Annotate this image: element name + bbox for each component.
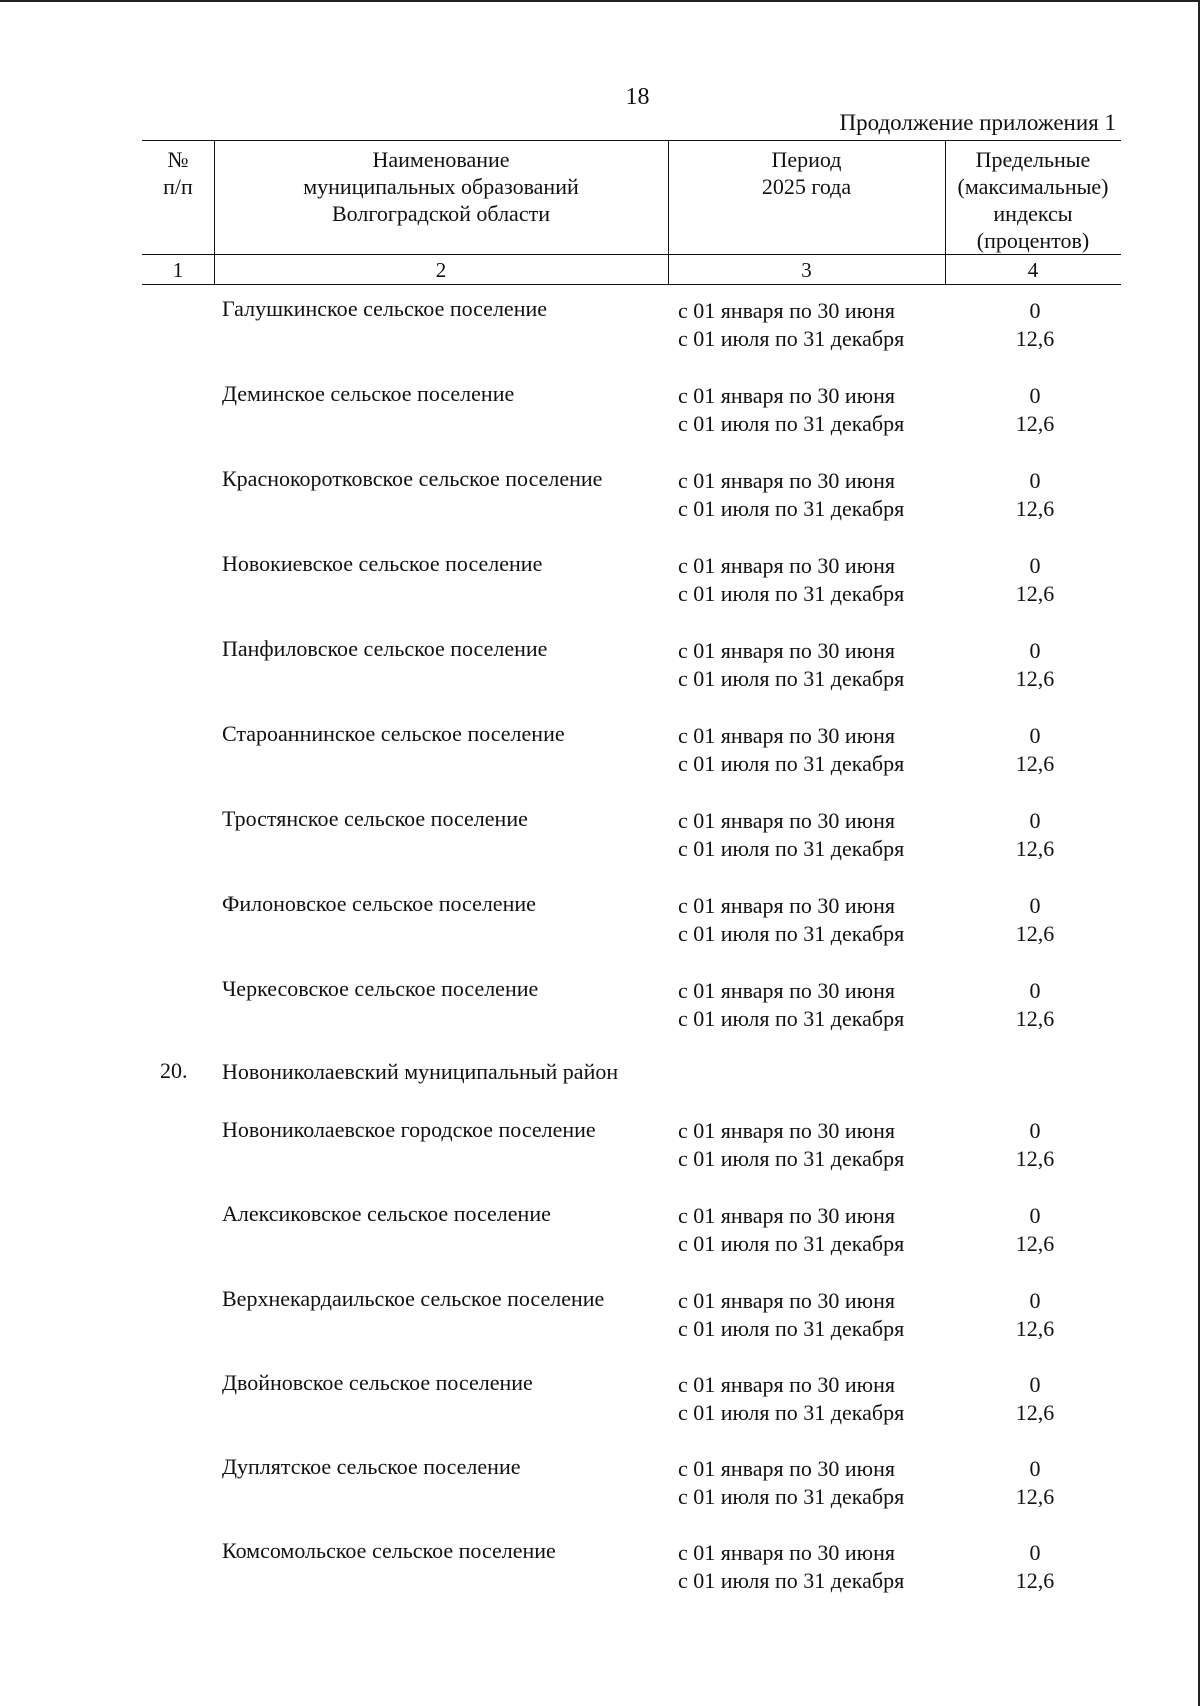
period-first-half: с 01 января по 30 июня <box>678 893 896 918</box>
index-second-half: 12,6 <box>1015 751 1055 776</box>
header-name-line-2: муниципальных образований <box>303 174 579 199</box>
period-second-half: с 01 июля по 31 декабря <box>678 1231 905 1256</box>
settlement-name: Новониколаевское городское поселение <box>222 1117 596 1142</box>
settlement-name: Алексиковское сельское поселение <box>222 1201 551 1226</box>
period-second-half: с 01 июля по 31 декабря <box>678 496 905 521</box>
index-first-half: 0 <box>1029 808 1041 833</box>
period-first-half: с 01 января по 30 июня <box>678 808 896 833</box>
period-second-half: с 01 июля по 31 декабря <box>678 411 905 436</box>
column-number-1: 1 <box>172 258 184 282</box>
index-cell <box>1000 892 1070 948</box>
header-name-line-3: Волгоградской области <box>332 201 550 226</box>
index-cell <box>1000 1202 1070 1258</box>
period-second-half: с 01 июля по 31 декабря <box>678 326 905 351</box>
header-index-line-2: (максимальные) <box>957 174 1109 199</box>
settlement-name: Дуплятское сельское поселение <box>222 1454 521 1479</box>
column-number-4: 4 <box>1027 258 1039 282</box>
period-second-half: с 01 июля по 31 декабря <box>678 921 905 946</box>
column-number-2: 2 <box>435 258 447 282</box>
header-name <box>214 146 668 227</box>
index-first-half: 0 <box>1029 893 1041 918</box>
index-second-half: 12,6 <box>1015 581 1055 606</box>
index-first-half: 0 <box>1029 723 1041 748</box>
index-second-half: 12,6 <box>1015 666 1055 691</box>
period-first-half: с 01 января по 30 июня <box>678 468 896 493</box>
period-second-half: с 01 июля по 31 декабря <box>678 1316 905 1341</box>
index-cell <box>1000 1117 1070 1173</box>
index-cell <box>1000 977 1070 1033</box>
period-cell <box>678 1287 904 1343</box>
period-cell <box>678 1117 904 1173</box>
period-first-half: с 01 января по 30 июня <box>678 1203 896 1228</box>
index-first-half: 0 <box>1029 1456 1041 1481</box>
period-first-half: с 01 января по 30 июня <box>678 1118 896 1143</box>
settlement-name: Галушкинское сельское поселение <box>222 296 548 321</box>
header-name-line-1: Наименование <box>372 147 510 172</box>
settlement-name: Деминское сельское поселение <box>222 381 515 406</box>
period-first-half: с 01 января по 30 июня <box>678 1540 896 1565</box>
header-num-line-1: № <box>167 147 189 172</box>
period-cell <box>678 1202 904 1258</box>
period-second-half: с 01 июля по 31 декабря <box>678 751 905 776</box>
header-index-line-4: (процентов) <box>976 228 1090 253</box>
header-index-line-3: индексы <box>993 201 1073 226</box>
settlement-name: Панфиловское сельское поселение <box>222 636 548 661</box>
index-first-half: 0 <box>1029 1118 1041 1143</box>
index-cell <box>1000 297 1070 353</box>
index-second-half: 12,6 <box>1015 1146 1055 1171</box>
period-second-half: с 01 июля по 31 декабря <box>678 1568 905 1593</box>
index-first-half: 0 <box>1029 298 1041 323</box>
index-cell <box>1000 1455 1070 1511</box>
settlement-name: Краснокоротковское сельское поселение <box>222 466 603 491</box>
period-first-half: с 01 января по 30 июня <box>678 978 896 1003</box>
period-second-half: с 01 июля по 31 декабря <box>678 836 905 861</box>
header-index <box>945 146 1121 254</box>
index-second-half: 12,6 <box>1015 1231 1055 1256</box>
period-second-half: с 01 июля по 31 декабря <box>678 581 905 606</box>
index-second-half: 12,6 <box>1015 326 1055 351</box>
period-second-half: с 01 июля по 31 декабря <box>678 666 905 691</box>
index-cell <box>1000 1287 1070 1343</box>
page-number: 18 <box>625 84 650 110</box>
header-top-rule <box>142 140 1121 141</box>
period-cell <box>678 552 904 608</box>
header-period-line-2: 2025 года <box>761 174 852 199</box>
period-first-half: с 01 января по 30 июня <box>678 383 896 408</box>
header-index-line-1: Предельные <box>975 147 1091 172</box>
period-cell <box>678 382 904 438</box>
period-cell <box>678 297 904 353</box>
settlement-name: Тростянское сельское поселение <box>222 806 528 831</box>
index-first-half: 0 <box>1029 1203 1041 1228</box>
settlement-name: Новокиевское сельское поселение <box>222 551 543 576</box>
index-cell <box>1000 552 1070 608</box>
index-cell <box>1000 722 1070 778</box>
index-cell <box>1000 1539 1070 1595</box>
page-border-top <box>0 0 1200 2</box>
period-first-half: с 01 января по 30 июня <box>678 1288 896 1313</box>
index-cell <box>1000 1371 1070 1427</box>
index-second-half: 12,6 <box>1015 1006 1055 1031</box>
index-first-half: 0 <box>1029 1372 1041 1397</box>
period-cell <box>678 1455 904 1511</box>
settlement-name: Филоновское сельское поселение <box>222 891 536 916</box>
period-first-half: с 01 января по 30 июня <box>678 1372 896 1397</box>
period-first-half: с 01 января по 30 июня <box>678 638 896 663</box>
settlement-name: Комсомольское сельское поселение <box>222 1538 556 1563</box>
index-second-half: 12,6 <box>1015 496 1055 521</box>
period-second-half: с 01 июля по 31 декабря <box>678 1006 905 1031</box>
index-first-half: 0 <box>1029 553 1041 578</box>
period-cell <box>678 807 904 863</box>
index-first-half: 0 <box>1029 383 1041 408</box>
index-cell <box>1000 467 1070 523</box>
header-period <box>668 146 945 200</box>
settlement-name: Верхнекардаильское сельское поселение <box>222 1286 605 1311</box>
district-number: 20. <box>160 1058 188 1083</box>
index-cell <box>1000 637 1070 693</box>
index-cell <box>1000 807 1070 863</box>
index-cell <box>1000 382 1070 438</box>
index-second-half: 12,6 <box>1015 411 1055 436</box>
index-second-half: 12,6 <box>1015 1316 1055 1341</box>
index-first-half: 0 <box>1029 638 1041 663</box>
index-first-half: 0 <box>1029 468 1041 493</box>
settlement-name: Староаннинское сельское поселение <box>222 721 565 746</box>
period-second-half: с 01 июля по 31 декабря <box>678 1146 905 1171</box>
index-second-half: 12,6 <box>1015 836 1055 861</box>
index-second-half: 12,6 <box>1015 1484 1055 1509</box>
header-num <box>142 146 214 200</box>
header-bottom-rule <box>142 284 1121 285</box>
district-name: Новониколаевский муниципальный район <box>222 1059 619 1084</box>
period-second-half: с 01 июля по 31 декабря <box>678 1484 905 1509</box>
period-cell <box>678 722 904 778</box>
period-cell <box>678 1539 904 1595</box>
index-first-half: 0 <box>1029 1288 1041 1313</box>
period-second-half: с 01 июля по 31 декабря <box>678 1400 905 1425</box>
settlement-name: Двойновское сельское поселение <box>222 1370 533 1395</box>
column-number-3: 3 <box>801 258 812 282</box>
period-first-half: с 01 января по 30 июня <box>678 723 896 748</box>
settlement-name: Черкесовское сельское поселение <box>222 976 539 1001</box>
index-first-half: 0 <box>1029 1540 1041 1565</box>
header-mid-rule <box>142 254 1121 255</box>
index-first-half: 0 <box>1029 978 1041 1003</box>
period-cell <box>678 892 904 948</box>
period-cell <box>678 1371 904 1427</box>
period-first-half: с 01 января по 30 июня <box>678 1456 896 1481</box>
index-second-half: 12,6 <box>1015 1400 1055 1425</box>
period-cell <box>678 467 904 523</box>
header-period-line-1: Период <box>771 147 842 172</box>
period-cell <box>678 637 904 693</box>
period-first-half: с 01 января по 30 июня <box>678 553 896 578</box>
index-second-half: 12,6 <box>1015 1568 1055 1593</box>
appendix-note: Продолжение приложения 1 <box>839 110 1116 135</box>
period-first-half: с 01 января по 30 июня <box>678 298 896 323</box>
header-num-line-2: п/п <box>163 174 193 199</box>
period-cell <box>678 977 904 1033</box>
index-second-half: 12,6 <box>1015 921 1055 946</box>
